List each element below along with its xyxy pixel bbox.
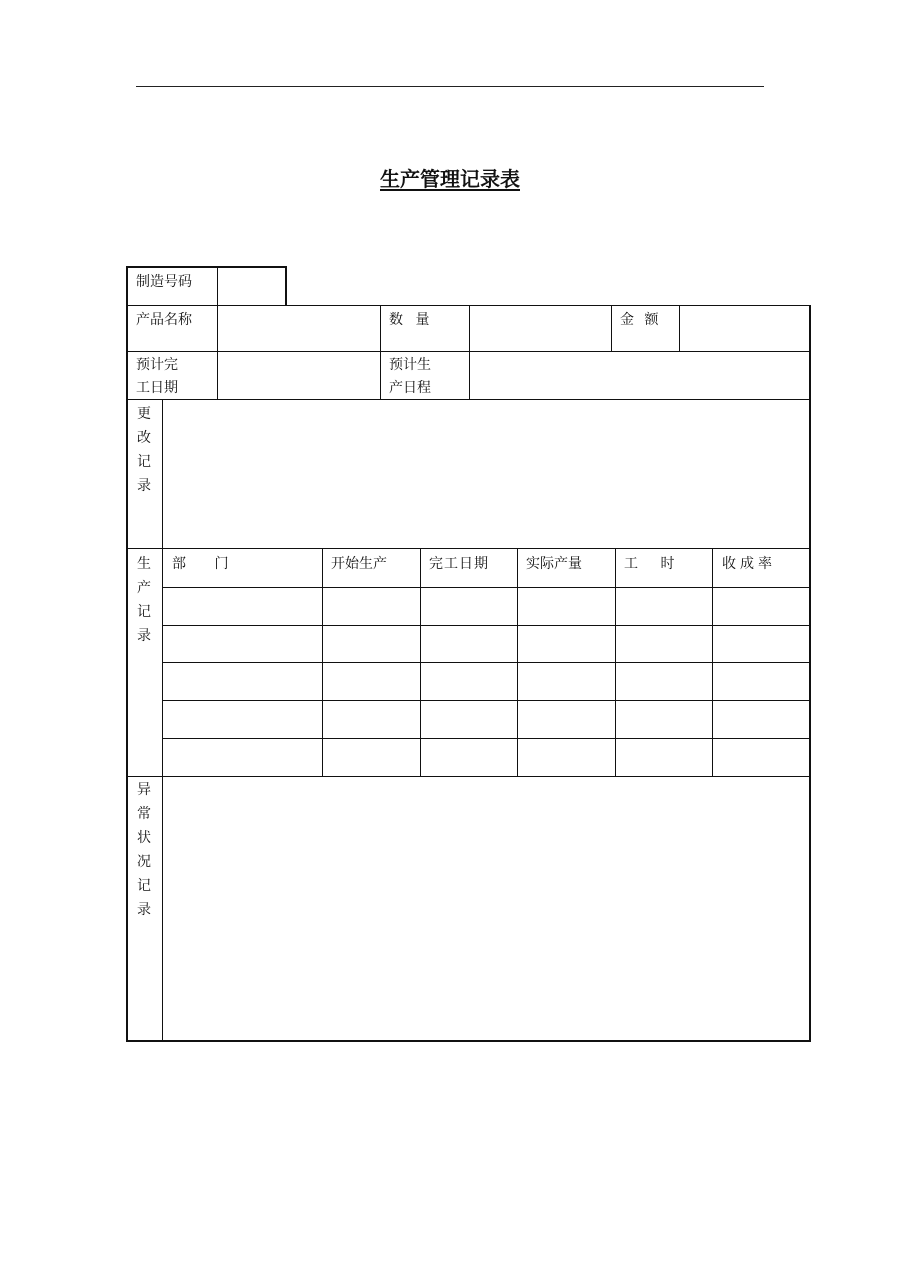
change-record-label: 更改记录 (137, 406, 151, 494)
border-table-top (285, 305, 811, 306)
abnormal-record-field[interactable] (164, 778, 808, 1039)
prod-cell-department[interactable] (169, 663, 319, 699)
border-right (809, 305, 811, 1042)
rule-row1 (127, 305, 287, 306)
prod-cell-actual-output[interactable] (524, 663, 612, 699)
prod-cell-start[interactable] (329, 588, 417, 624)
prod-cell-yield[interactable] (719, 739, 806, 774)
rule-v-prod-col4 (615, 548, 616, 776)
rule-v-prod-col5 (712, 548, 713, 776)
rule-v-prod-col3 (517, 548, 518, 776)
col-header-yield: 收成率 (722, 556, 776, 572)
planned-schedule-label-line2: 产日程 (389, 380, 431, 396)
planned-finish-label-line1: 预计完 (136, 357, 178, 373)
prod-cell-actual-output[interactable] (524, 626, 612, 661)
product-name-label: 产品名称 (136, 312, 192, 328)
quantity-label: 数 量 (389, 312, 430, 328)
prod-cell-actual-output[interactable] (524, 588, 612, 624)
rule-change-bottom (127, 548, 810, 549)
prod-cell-yield[interactable] (719, 588, 806, 624)
prod-cell-finish-date[interactable] (427, 588, 514, 624)
amount-field[interactable] (681, 307, 808, 350)
prod-cell-start[interactable] (329, 739, 417, 774)
prod-cell-start[interactable] (329, 663, 417, 699)
prod-cell-finish-date[interactable] (427, 663, 514, 699)
col-header-actual-output: 实际产量 (526, 556, 582, 572)
prod-cell-finish-date[interactable] (427, 701, 514, 737)
prod-cell-actual-output[interactable] (524, 701, 612, 737)
prod-cell-department[interactable] (169, 739, 319, 774)
prod-cell-hours[interactable] (622, 626, 709, 661)
prod-cell-hours[interactable] (622, 701, 709, 737)
prod-cell-department[interactable] (169, 588, 319, 624)
border-manufacture-right (285, 266, 287, 306)
prod-cell-hours[interactable] (622, 588, 709, 624)
planned-schedule-field[interactable] (471, 353, 808, 398)
product-name-field[interactable] (219, 307, 379, 350)
header-rule (136, 86, 764, 87)
abnormal-record-label: 异常状况记录 (137, 782, 151, 918)
prod-cell-finish-date[interactable] (427, 739, 514, 774)
change-record-field[interactable] (164, 401, 808, 547)
manufacture-no-field[interactable] (219, 268, 284, 304)
rule-v-prod-col1 (322, 548, 323, 776)
prod-cell-yield[interactable] (719, 701, 806, 737)
border-left (126, 266, 128, 1042)
prod-cell-start[interactable] (329, 626, 417, 661)
border-bottom (126, 1040, 811, 1042)
planned-finish-field[interactable] (219, 353, 379, 398)
manufacture-no-label: 制造号码 (136, 274, 192, 290)
rule-v-amount-label (679, 305, 680, 352)
page-title (0, 163, 900, 192)
rule-v-name-end (380, 305, 381, 400)
col-header-start: 开始生产 (331, 556, 387, 572)
quantity-field[interactable] (471, 307, 610, 350)
rule-v-section-label (162, 399, 163, 1041)
prod-cell-start[interactable] (329, 701, 417, 737)
prod-cell-yield[interactable] (719, 626, 806, 661)
rule-v-label1 (217, 267, 218, 400)
prod-cell-yield[interactable] (719, 663, 806, 699)
planned-schedule-label (389, 354, 431, 400)
page-title-text: 生产管理记录表 (380, 167, 520, 191)
prod-cell-hours[interactable] (622, 663, 709, 699)
production-record-label: 生产记录 (137, 556, 151, 644)
planned-finish-label-line2: 工日期 (136, 380, 178, 396)
prod-cell-hours[interactable] (622, 739, 709, 774)
prod-cell-department[interactable] (169, 626, 319, 661)
amount-label: 金 额 (620, 312, 659, 328)
rule-v-prod-col2 (420, 548, 421, 776)
prod-cell-actual-output[interactable] (524, 739, 612, 774)
prod-cell-finish-date[interactable] (427, 626, 514, 661)
col-header-hours: 工 时 (624, 556, 675, 572)
prod-cell-department[interactable] (169, 701, 319, 737)
rule-v-qty-label (469, 305, 470, 400)
col-header-finish-date: 完工日期 (429, 556, 489, 572)
rule-prod-bottom (127, 776, 810, 777)
planned-finish-label (136, 354, 178, 400)
col-header-department: 部 门 (172, 556, 229, 572)
planned-schedule-label-line1: 预计生 (389, 357, 431, 373)
rule-v-qty-end (611, 305, 612, 352)
